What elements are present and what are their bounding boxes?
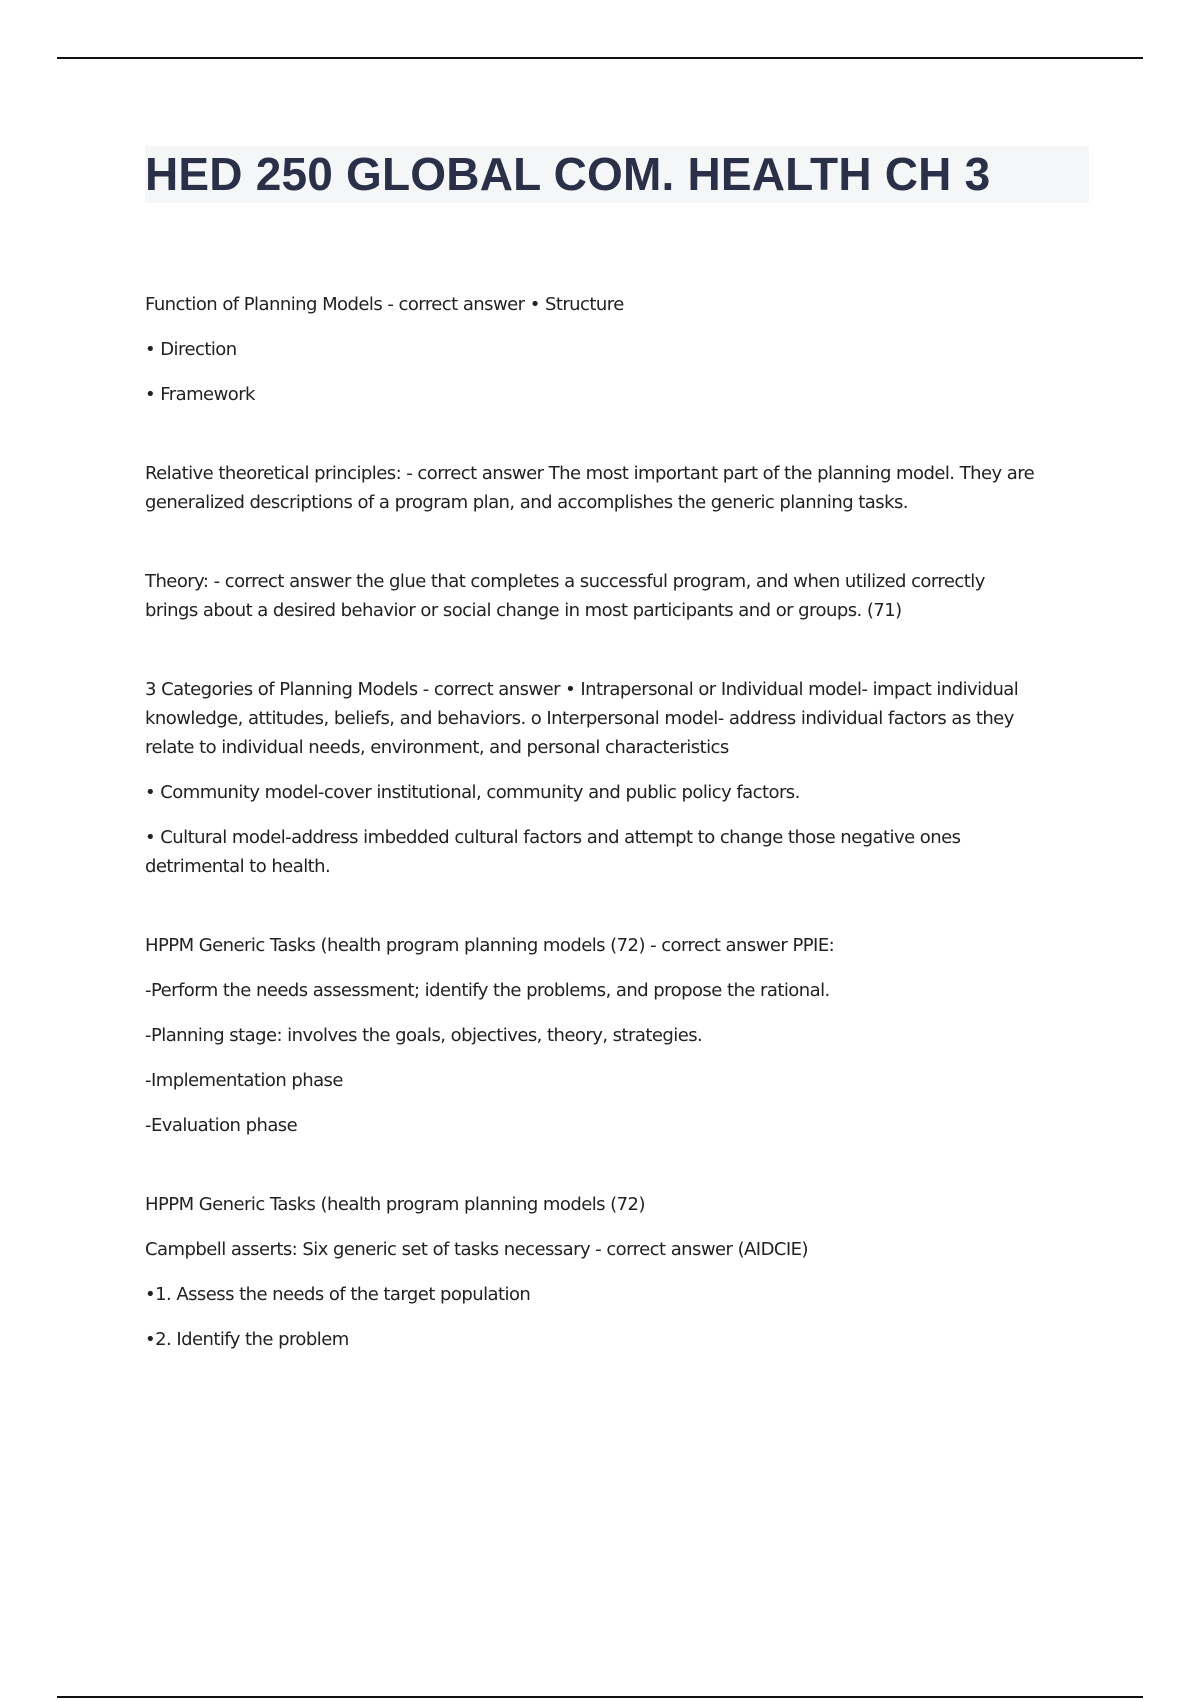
entry-function-of-planning-models <box>145 290 1095 409</box>
question-text: Function of Planning Models - correct answer • Structure <box>145 294 624 315</box>
list-item: •1. Assess the needs of the target population <box>145 1284 531 1305</box>
bullet-item-continuation: detrimental to health. <box>145 856 331 877</box>
answer-line: relate to individual needs, environment, and personal characteristics <box>145 737 729 758</box>
page-bottom-rule <box>57 1696 1143 1698</box>
document-title: HED 250 GLOBAL COM. HEALTH CH 3 <box>145 148 991 200</box>
answer-line: Theory: - correct answer the glue that completes a successful program, and when utilized correctly <box>145 571 985 592</box>
bullet-item: • Cultural model-address imbedded cultural factors and attempt to change those negative ones <box>145 827 961 848</box>
answer-line: knowledge, attitudes, beliefs, and behaviors. o Interpersonal model- address individual factors as they <box>145 708 1014 729</box>
bullet-item: • Community model-cover institutional, community and public policy factors. <box>145 782 800 803</box>
answer-line: 3 Categories of Planning Models - correct answer • Intrapersonal or Individual model- impact individual <box>145 679 1019 700</box>
entry-relative-theoretical-principles <box>145 459 1095 517</box>
bullet-item: • Direction <box>145 339 237 360</box>
list-item: -Evaluation phase <box>145 1115 298 1136</box>
question-text: Campbell asserts: Six generic set of tasks necessary - correct answer (AIDCIE) <box>145 1239 808 1260</box>
list-item: -Perform the needs assessment; identify the problems, and propose the rational. <box>145 980 830 1001</box>
answer-line: brings about a desired behavior or social change in most participants and or groups. (71) <box>145 600 902 621</box>
entry-hppm-generic-tasks <box>145 931 1095 1140</box>
entry-theory <box>145 567 1095 625</box>
list-item: -Implementation phase <box>145 1070 343 1091</box>
section-heading-text: HPPM Generic Tasks (health program planning models (72) <box>145 1194 645 1215</box>
list-item: -Planning stage: involves the goals, objectives, theory, strategies. <box>145 1025 703 1046</box>
bullet-item: • Framework <box>145 384 255 405</box>
document-body <box>145 290 1095 1354</box>
answer-line: generalized descriptions of a program plan, and accomplishes the generic planning tasks. <box>145 492 908 513</box>
list-item: •2. Identify the problem <box>145 1329 349 1350</box>
question-text: HPPM Generic Tasks (health program planning models (72) - correct answer PPIE: <box>145 935 835 956</box>
page-top-rule <box>57 57 1143 59</box>
answer-line: Relative theoretical principles: - correct answer The most important part of the planning model. They are <box>145 463 1035 484</box>
entry-categories-of-planning-models <box>145 675 1095 881</box>
entry-hppm-campbell <box>145 1190 1095 1354</box>
